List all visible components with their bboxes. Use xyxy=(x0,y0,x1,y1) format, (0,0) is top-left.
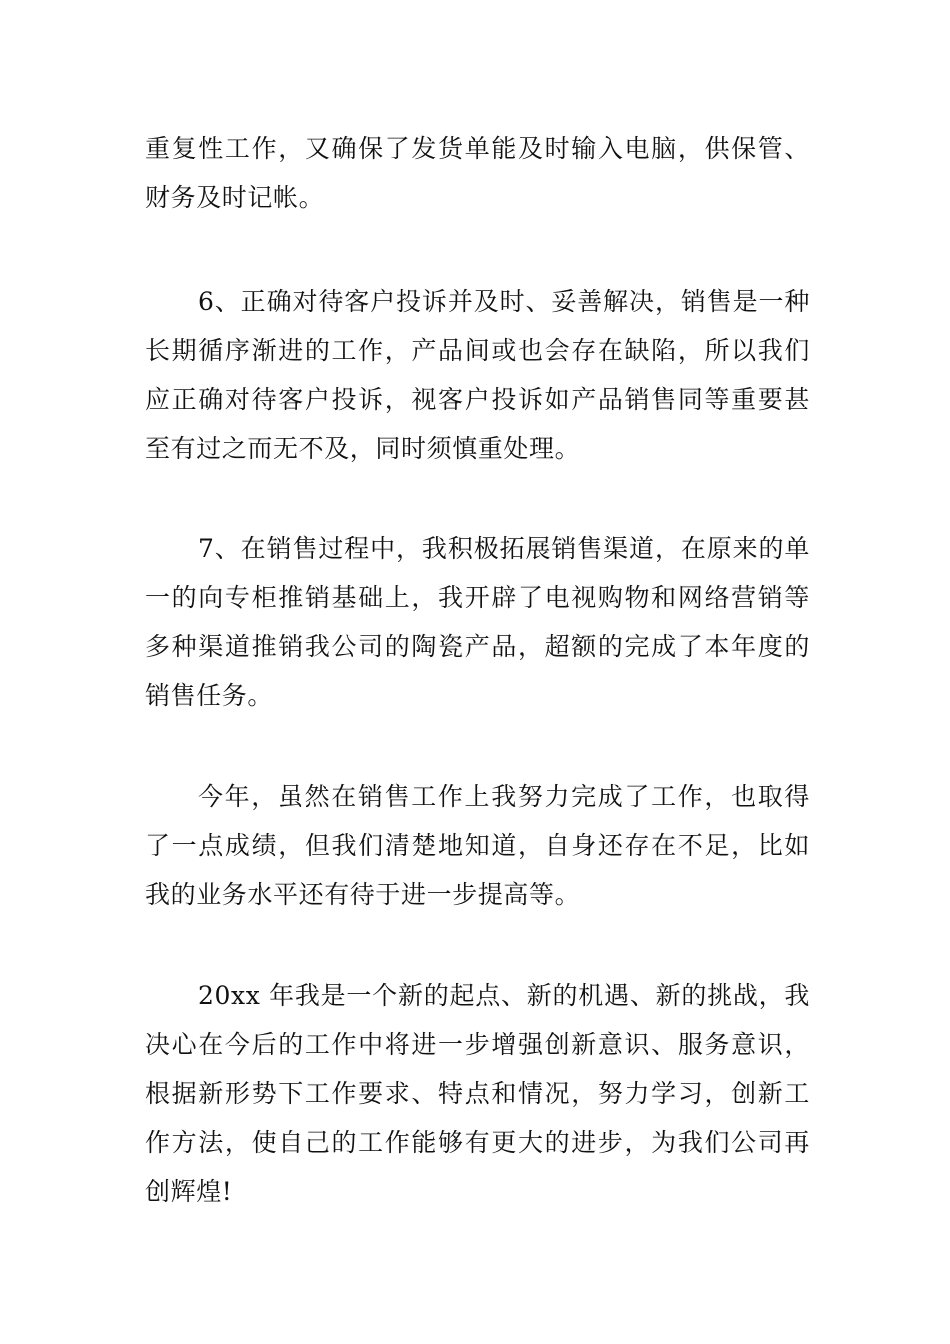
paragraph-item-6: 6、正确对待客户投诉并及时、妥善解决，销售是一种长期循序渐进的工作，产品间或也会存在缺陷，所以我们应正确对待客户投诉，视客户投诉如产品销售同等重要甚至有过之而无不及，同时须慎重处理。 xyxy=(145,287,810,463)
paragraph-shortcomings: 今年，虽然在销售工作上我努力完成了工作，也取得了一点成绩，但我们清楚地知道，自身还存在不足，比如我的业务水平还有待于进一步提高等。 xyxy=(145,782,810,909)
paragraph-item-7: 7、在销售过程中，我积极拓展销售渠道，在原来的单一的向专柜推销基础上，我开辟了电视购物和网络营销等多种渠道推销我公司的陶瓷产品，超额的完成了本年度的销售任务。 xyxy=(145,534,810,710)
paragraph-outlook: 20xx 年我是一个新的起点、新的机遇、新的挑战，我决心在今后的工作中将进一步增强创新意识、服务意识，根据新形势下工作要求、特点和情况，努力学习，创新工作方法，使自己的工作能够有更大的进步，为我们公司再创辉煌! xyxy=(145,981,810,1206)
paragraph-continuation: 重复性工作，又确保了发货单能及时输入电脑，供保管、财务及时记帐。 xyxy=(145,134,810,212)
